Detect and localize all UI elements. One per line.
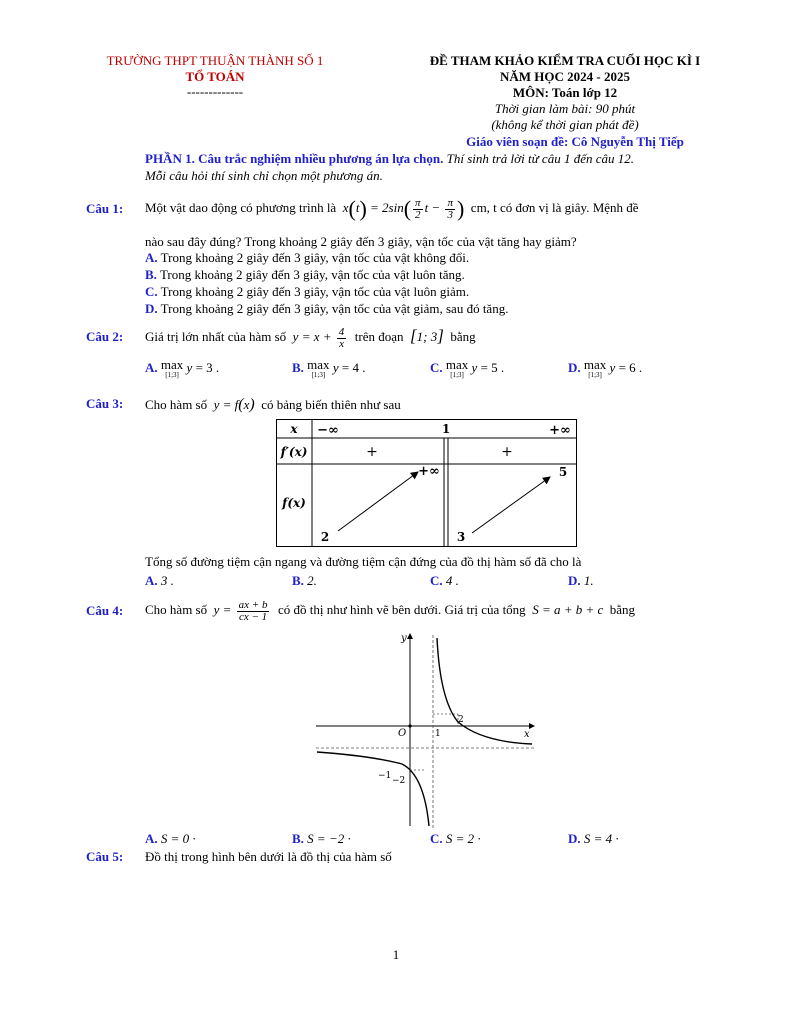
q2-option-c[interactable]: C. max [1;3] y = 5 . <box>430 357 505 379</box>
q2-option-d[interactable]: D. max [1;3] y = 6 . <box>568 357 643 379</box>
curve-left-branch <box>317 752 429 826</box>
part1-heading <box>145 151 634 167</box>
school-name: TRƯỜNG THPT THUẬN THÀNH SỐ 1 <box>106 53 324 68</box>
q2-stem <box>145 318 476 354</box>
school-year: NĂM HỌC 2024 - 2025 <box>500 69 630 84</box>
q1-option-c[interactable]: C. Trong khoảng 2 giây đến 3 giây, vận tốc của vật luôn giảm. <box>145 284 470 299</box>
q2-label: Câu 2: <box>86 329 124 344</box>
graph-y-label: y <box>401 633 407 644</box>
table-x-one: 1 <box>441 422 451 436</box>
table-sign-1: + <box>366 444 378 460</box>
q2-text-c: bằng <box>450 329 476 344</box>
table-f-label: f(x) <box>282 496 306 510</box>
q1-label: Câu 1: <box>86 201 124 216</box>
q3-option-a[interactable]: A. 3 . <box>145 573 174 588</box>
q3-question: Tổng số đường tiệm cận ngang và đường tiệm cận đứng của đồ thị hàm số đã cho là <box>145 554 582 569</box>
q4-option-c[interactable]: C. S = 2 · <box>430 831 481 846</box>
table-arrow-1 <box>338 472 418 531</box>
q4-option-b[interactable]: B. S = −2 · <box>292 831 351 846</box>
q5-stem: Đồ thị trong hình bên dưới là đồ thị của hàm số <box>145 849 392 864</box>
q1-text-b: cm, t có đơn vị là giây. Mệnh đề <box>470 200 639 215</box>
q4-sum: S = a + b + c <box>528 602 607 617</box>
graph-x-label: x <box>524 729 530 740</box>
graph-neg1-label: −1 <box>378 771 392 781</box>
part1-instruction: Thí sinh trả lời từ câu 1 đến câu 12. <box>446 151 634 166</box>
table-f-two: 2 <box>320 530 330 544</box>
q4-stem: Cho hàm số y = $\frac{ax + b}{cx - 1}$ có đồ thị như hình vẽ bên dưới. Giá trị của tổng S = a + b + c bằng <box>145 598 636 623</box>
q2-option-a[interactable]: A. max [1;3] y = 3 . <box>145 357 220 379</box>
table-sign-2: + <box>501 444 513 460</box>
header-dashes: ------------- <box>186 84 244 99</box>
table-x-minf: −∞ <box>317 423 339 438</box>
q1-text: Một vật dao động có phương trình là <box>145 200 337 215</box>
table-f-five: 5 <box>558 465 568 479</box>
q3-formula: y = f(x) <box>210 396 255 413</box>
q4-option-a[interactable]: A. S = 0 · <box>145 831 196 846</box>
q5-label: Câu 5: <box>86 849 124 864</box>
q2-text-b: trên đoạn <box>354 329 404 344</box>
part1-title: PHẦN 1. Câu trắc nghiệm nhiều phương án lựa chọn. <box>145 151 444 166</box>
origin-dot <box>408 724 411 727</box>
part1-instruction-2: Mỗi câu hỏi thí sinh chỉ chọn một phương án. <box>145 168 383 183</box>
q1-formula: x(t) = 2sin( $\frac{\pi}{2}$ t − $\frac{\pi}{3}$ ) <box>339 196 465 222</box>
q4-label: Câu 4: <box>86 603 124 618</box>
q1-option-b[interactable]: B. Trong khoảng 2 giây đến 3 giây, vận tốc của vật luôn tăng. <box>145 267 465 282</box>
q2-interval: [1; 3] <box>410 326 444 345</box>
q1-stem <box>145 190 639 226</box>
graph-neg2-label: −2 <box>392 776 406 786</box>
table-border <box>277 420 577 547</box>
q2-formula: y = x + $\frac{4}{x}$ <box>289 325 345 350</box>
q3-option-b[interactable]: B. 2. <box>292 573 317 588</box>
table-arrow-2 <box>472 477 550 533</box>
q2-option-b[interactable]: B. max [1;3] y = 4 . <box>292 357 366 379</box>
table-x-pinf: +∞ <box>549 423 571 438</box>
table-x-label: x <box>290 422 298 436</box>
q3-stem: Cho hàm số y = f(x) có bảng biến thiên như sau <box>145 396 401 413</box>
variation-table <box>276 419 578 548</box>
hyperbola-graph <box>312 630 538 830</box>
table-f-pinf: +∞ <box>418 464 440 479</box>
q1-option-a[interactable]: A. Trong khoảng 2 giây đến 3 giây, vận tốc của vật không đổi. <box>145 250 470 265</box>
table-fp-label: f′(x) <box>280 445 308 459</box>
duration-note: (không kể thời gian phát đề) <box>491 117 639 132</box>
curve-right-branch <box>437 638 532 744</box>
duration: Thời gian làm bài: 90 phút <box>494 101 636 116</box>
teacher-name: Giáo viên soạn đề: Cô Nguyễn Thị Tiếp <box>466 134 684 149</box>
exam-title: ĐỀ THAM KHẢO KIỂM TRA CUỐI HỌC KÌ I <box>429 53 701 68</box>
q1-option-d[interactable]: D. Trong khoảng 2 giây đến 3 giây, vận tốc của vật giảm, sau đó tăng. <box>145 301 509 316</box>
department-name: TỔ TOÁN <box>185 69 245 84</box>
table-f-three: 3 <box>456 530 466 544</box>
q3-label: Câu 3: <box>86 396 124 411</box>
page-number: 1 <box>392 947 400 962</box>
q4-formula: y = $\frac{ax + b}{cx - 1}$ <box>210 598 268 623</box>
graph-two-label: 2 <box>458 715 464 725</box>
q3-option-d[interactable]: D. 1. <box>568 573 594 588</box>
subject: MÔN: Toán lớp 12 <box>512 85 618 100</box>
q4-option-d[interactable]: D. S = 4 · <box>568 831 619 846</box>
q1-question: nào sau đây đúng? Trong khoảng 2 giây đến 3 giây, vận tốc của vật tăng hay giảm? <box>145 234 577 249</box>
graph-origin-label: O <box>398 728 407 739</box>
q2-text: Giá trị lớn nhất của hàm số <box>145 329 287 344</box>
graph-one-label: 1 <box>435 729 441 739</box>
q3-option-c[interactable]: C. 4 . <box>430 573 459 588</box>
